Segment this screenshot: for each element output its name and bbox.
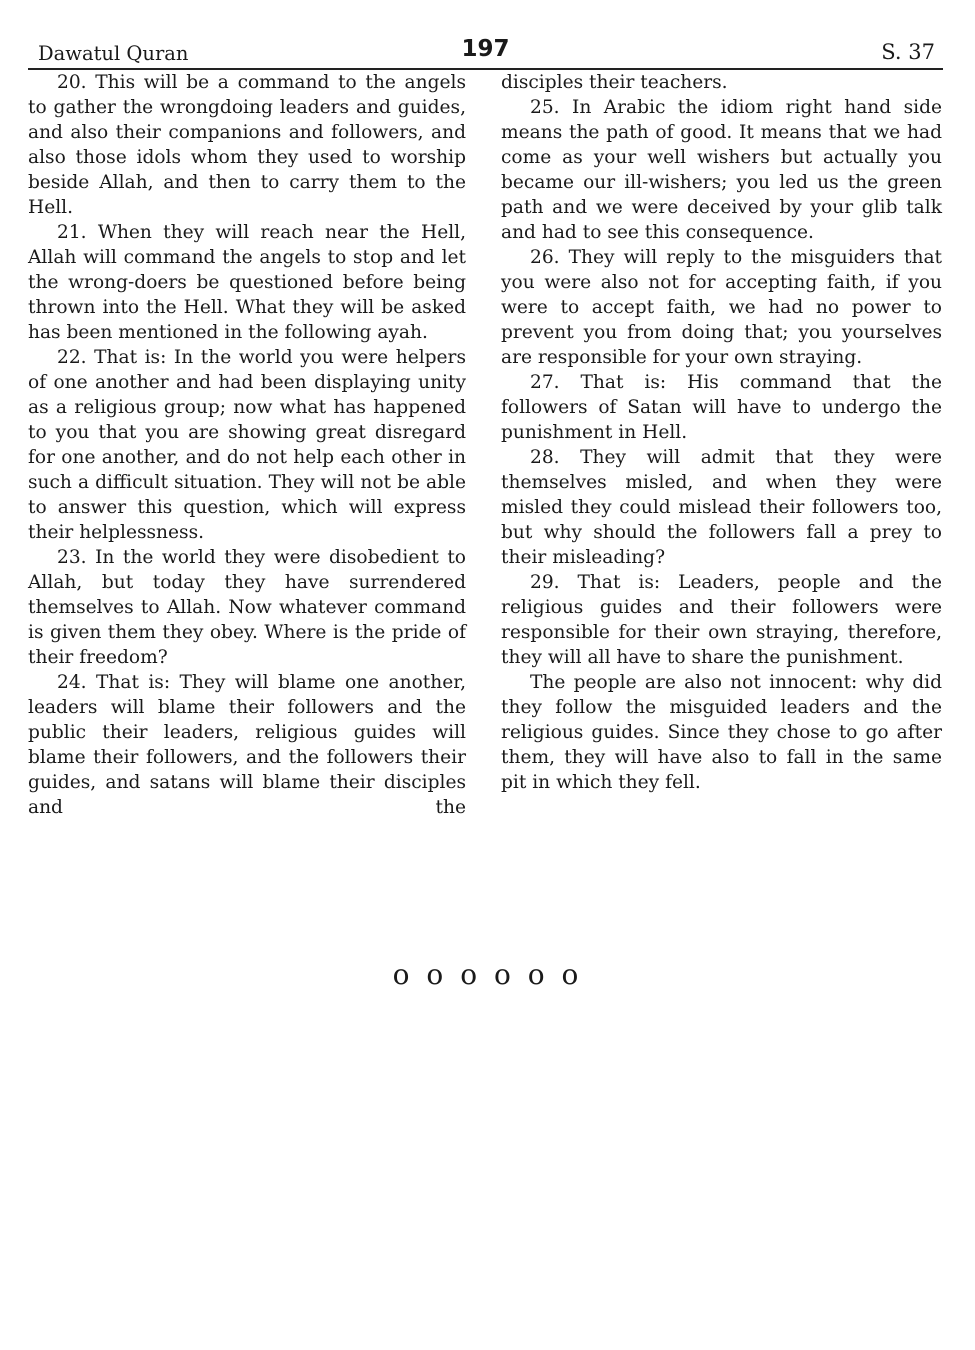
right-column — [501, 70, 942, 795]
closing-paragraph: The people are also not innocent: why did they follow the misguided leaders and the religious guides. Since they chose to go after them, they will have also to fall in the same pit in which they fell. — [501, 672, 942, 793]
note-21: 21. When they will reach near the Hell, Allah will command the angels to stop and let the wrong-doers be questioned before being thrown into the Hell. What they will be asked has been mentioned in the following ayah. — [28, 222, 466, 343]
note-24-continued: disciples their teachers. — [501, 72, 728, 93]
note-20: 20. This will be a command to the angels to gather the wrongdoing leaders and guides, and also their companions and followers, and also those idols whom they used to worship beside Allah, and then to carry them to the Hell. — [28, 72, 466, 218]
note-23: 23. In the world they were disobedient to Allah, but today they have surrendered themselves to Allah. Now whatever command is given them they obey. Where is the pride of their freedom? — [28, 547, 466, 668]
note-25: 25. In Arabic the idiom right hand side means the path of good. It means that we had come as your well wishers but actually you became our ill-wishers; you led us the green path and we were deceived by your glib talk and had to see this consequence. — [501, 97, 942, 243]
note-29: 29. That is: Leaders, people and the religious guides and their followers were responsible for their own straying, therefore, they will all have to share the punishment. — [501, 572, 942, 668]
note-28: 28. They will admit that they were themselves misled, and when they were misled they could mislead their followers too, but why should the followers fall a prey to their misleading? — [501, 447, 942, 568]
surah-reference: S. 37 — [881, 40, 935, 64]
page-number: 197 — [461, 36, 510, 62]
left-column — [28, 70, 466, 820]
note-24: 24. That is: They will blame one another, leaders will blame their followers and the public their leaders, religious guides will blame their followers, and the followers their guides, and satans will blame their disciples and the — [28, 672, 466, 818]
note-27: 27. That is: His command that the followers of Satan will have to undergo the punishment in Hell. — [501, 372, 942, 443]
note-22: 22. That is: In the world you were helpers of one another and had been displaying unity as a religious group; now what has happened to you that you are showing great disregard for one another, and do not help each other in such a difficult situation. They will not be able to answer this question, which will express their helplessness. — [28, 347, 466, 543]
running-header — [28, 36, 943, 70]
book-title: Dawatul Quran — [38, 42, 189, 65]
note-26: 26. They will reply to the misguiders that you were also not for accepting faith, if you were to accept faith, we had no power to prevent you from doing that; you yourselves are responsible for your own straying. — [501, 247, 942, 368]
end-ornament: o o o o o o — [392, 958, 583, 991]
